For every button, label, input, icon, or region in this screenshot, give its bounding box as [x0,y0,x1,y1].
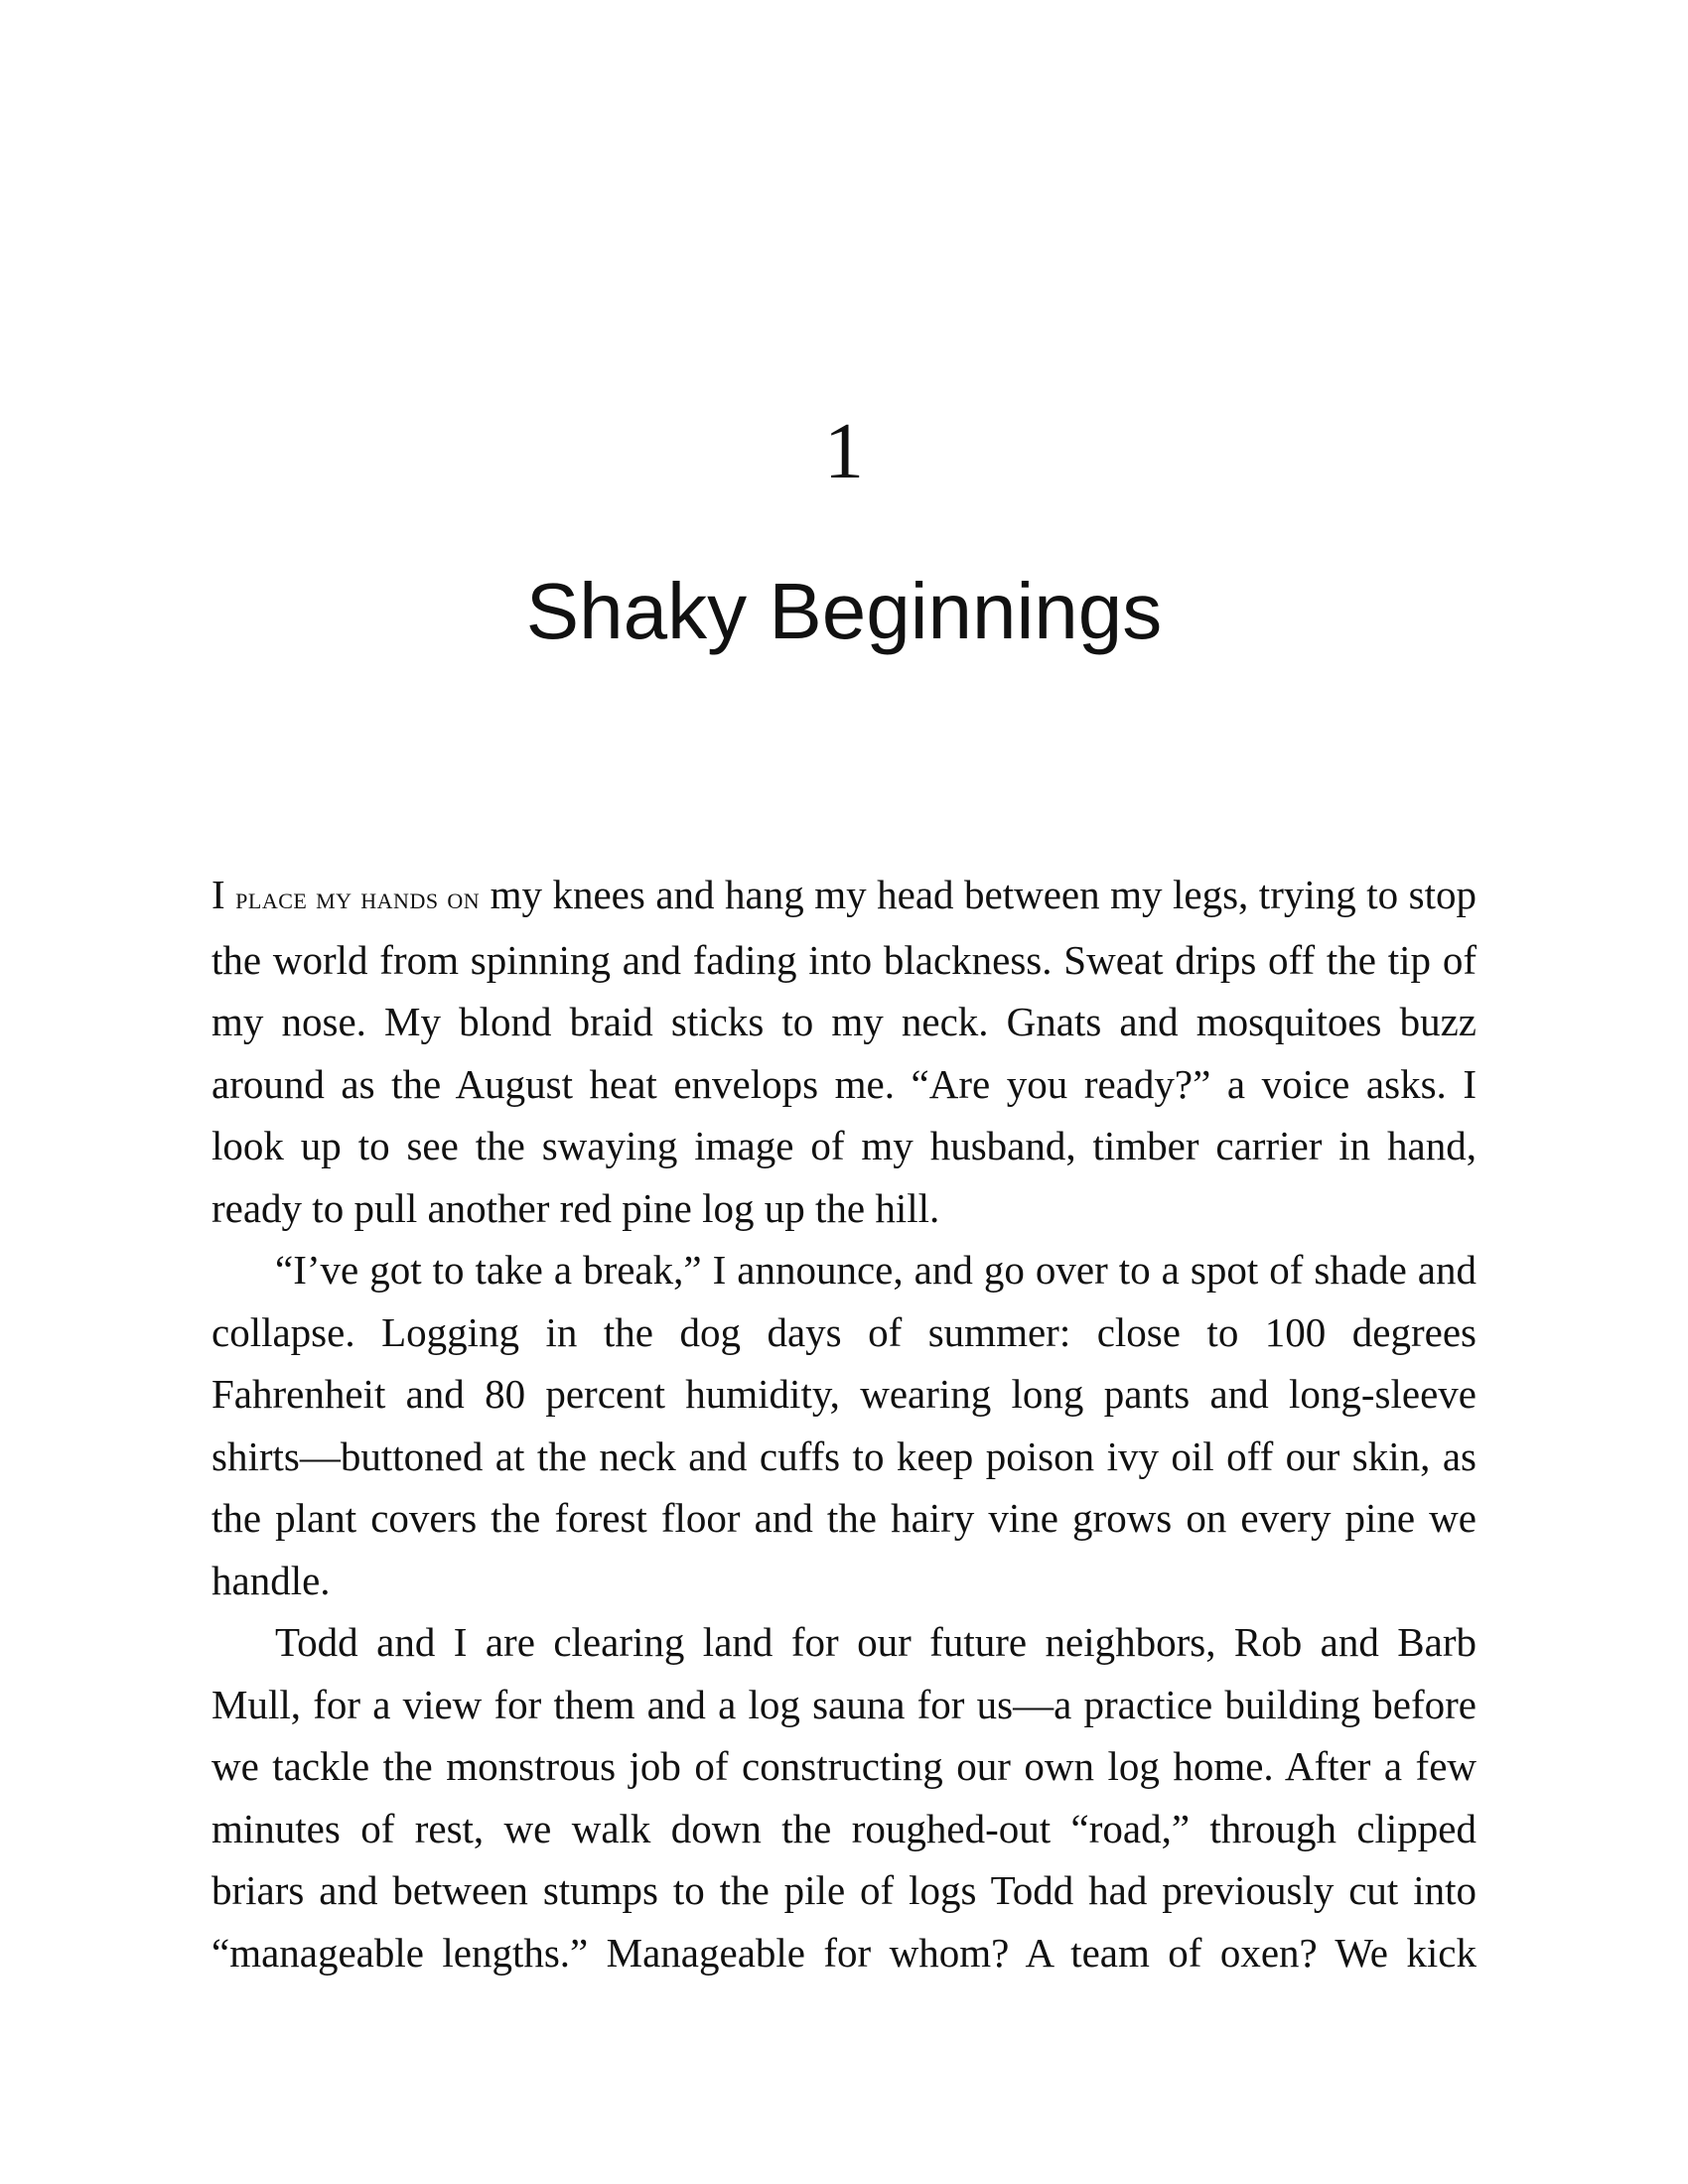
paragraph-1-text: my knees and hang my head between my legs, trying to stop the world from spinning and fading into blackness. Sweat drips off the tip of my nose. My blond braid sticks to my neck. Gnats and mosquitoes buzz around as the August heat envelops me. “Are you ready?” a voice asks. I look up to see the swaying image of my husband, timber carrier in hand, ready to pull another red pine log up the hill. [211,872,1477,1231]
paragraph-1 [211,864,1477,1239]
lead-initial: I [211,872,236,917]
chapter-body [211,864,1477,1983]
lead-smallcaps: place my hands on [235,880,481,915]
paragraph-3: Todd and I are clearing land for our future neighbors, Rob and Barb Mull, for a view for them and a log sauna for us—a practice building before we tackle the monstrous job of constructing our own log home. After a few minutes of rest, we walk down the roughed-out “road,” through clipped briars and between stumps to the pile of logs Todd had previously cut into “manageable lengths.” Manageable for whom? A team of oxen? We kick [211,1619,1477,1976]
chapter-number: 1 [824,408,864,495]
paragraph-2: “I’ve got to take a break,” I announce, and go over to a spot of shade and collapse. Logging in the dog days of summer: close to 100 degrees Fahrenheit and 80 percent humidity, wearing long pants and long-sleeve shirts—buttoned at the neck and cuffs to keep poison ivy oil off our skin, as the plant covers the forest floor and the hairy vine grows on every pine we handle. [211,1247,1477,1603]
chapter-title: Shaky Beginnings [525,567,1163,655]
